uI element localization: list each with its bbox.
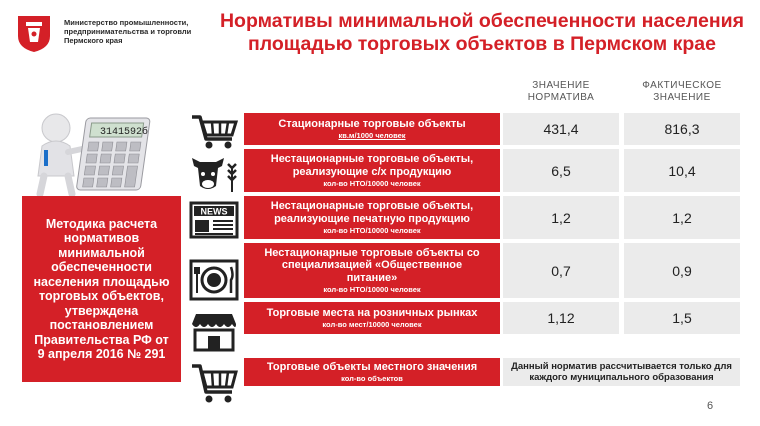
shopping-cart-icon: [188, 113, 240, 151]
normative-value: 0,7: [503, 243, 619, 298]
calculator-figure-icon: [26, 106, 156, 196]
shopping-cart-icon: [188, 362, 240, 406]
table-row: [244, 358, 740, 386]
perm-region-emblem-icon: [14, 10, 54, 54]
normative-value: 1,2: [503, 196, 619, 239]
row-label: Торговые места на розничных рынках кол-во мест/10000 человек: [244, 302, 500, 334]
page-title: Нормативы минимальной обеспеченности населения площадью торговых объектов в Пермском крае: [219, 10, 745, 55]
methodology-box: Методика расчета нормативов минимальной обеспеченности населения площадью торговых объектов, утверждена постановлением Правительства РФ от 9 апреля 2016 № 291: [22, 196, 181, 382]
actual-value: 0,9: [624, 243, 740, 298]
svg-text:NEWS: NEWS: [200, 206, 228, 217]
column-header-actual: ФАКТИЧЕСКОЕ ЗНАЧЕНИЕ: [642, 80, 722, 103]
actual-value: 1,2: [624, 196, 740, 239]
row-label: Стационарные торговые объекты кв.м/1000 человек: [244, 113, 500, 145]
market-stall-icon: [188, 310, 240, 354]
table-row: [244, 113, 740, 145]
row-label: Нестационарные торговые объекты, реализующие печатную продукцию кол-во НТО/10000 человек: [244, 196, 500, 239]
table-row: [244, 243, 740, 298]
row-label: Нестационарные торговые объекты, реализующие с/х продукцию кол-во НТО/10000 человек: [244, 149, 500, 192]
column-header-normative: ЗНАЧЕНИЕ НОРМАТИВА: [527, 80, 595, 103]
municipal-note: Данный норматив рассчитывается только для каждого муниципального образования: [503, 358, 740, 386]
row-label: Нестационарные торговые объекты со специализацией «Общественное питание» кол-во НТО/10000 человек: [244, 243, 500, 298]
row-label: Торговые объекты местного значения кол-во объектов: [244, 358, 500, 386]
plate-cutlery-icon: [188, 258, 240, 302]
normative-value: 6,5: [503, 149, 619, 192]
actual-value: 1,5: [624, 302, 740, 334]
cow-wheat-icon: [188, 150, 240, 194]
actual-value: 816,3: [624, 113, 740, 145]
table-row: [244, 149, 740, 192]
table-row: [244, 302, 740, 334]
actual-value: 10,4: [624, 149, 740, 192]
normative-value: 1,12: [503, 302, 619, 334]
newspaper-icon: [188, 200, 240, 240]
table-row: [244, 196, 740, 239]
page-number: 6: [706, 400, 714, 412]
ministry-name: Министерство промышленности, предпринимательства и торговли Пермского края: [64, 18, 192, 45]
calculator-display: 3141592б: [100, 127, 149, 138]
normative-value: 431,4: [503, 113, 619, 145]
ministry-logo: [14, 10, 214, 56]
